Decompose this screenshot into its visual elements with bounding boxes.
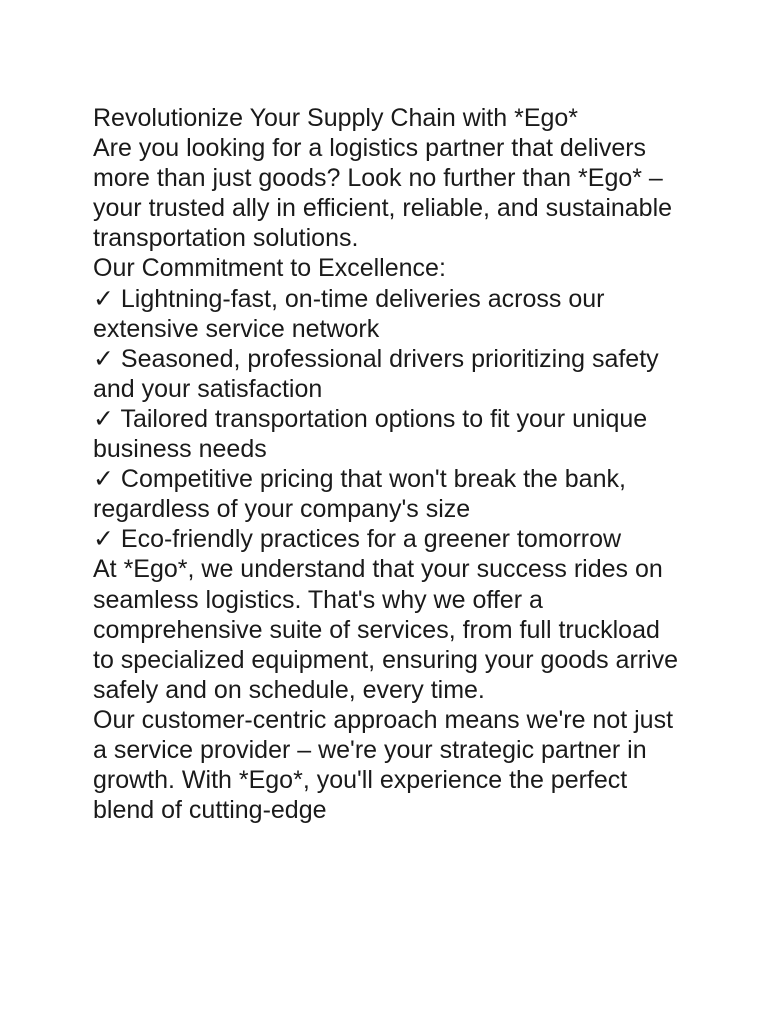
services-paragraph: At *Ego*, we understand that your success rides on seamless logistics. That's why we offer a comprehensive suite of services, from full truckload to specialized equipment, ensuring your goods arrive safely and on schedule, every time. [93, 555, 679, 704]
commitment-item: ✓ Competitive pricing that won't break the bank, regardless of your company's size [93, 465, 626, 524]
partner-paragraph: Our customer-centric approach means we're not just a service provider – we're your strategic partner in growth. With *Ego*, you'll experience the perfect blend of cutting-edge [93, 705, 674, 825]
document-title: Revolutionize Your Supply Chain with *Ego* [93, 104, 579, 132]
commitment-item: ✓ Eco-friendly practices for a greener tomorrow [93, 525, 622, 554]
commitment-item: ✓ Tailored transportation options to fit your unique business needs [93, 404, 648, 464]
commitment-heading: Our Commitment to Excellence: [93, 254, 446, 283]
commitment-list [93, 284, 683, 555]
commitment-item: ✓ Lightning-fast, on-time deliveries across our extensive service network [93, 284, 605, 343]
intro-paragraph: Are you looking for a logistics partner that delivers more than just goods? Look no further than *Ego* – your trusted ally in efficient, reliable, and sustainable transportation solutions. [93, 134, 673, 253]
document-body [93, 103, 683, 825]
commitment-item: ✓ Seasoned, professional drivers prioritizing safety and your satisfaction [93, 344, 659, 403]
